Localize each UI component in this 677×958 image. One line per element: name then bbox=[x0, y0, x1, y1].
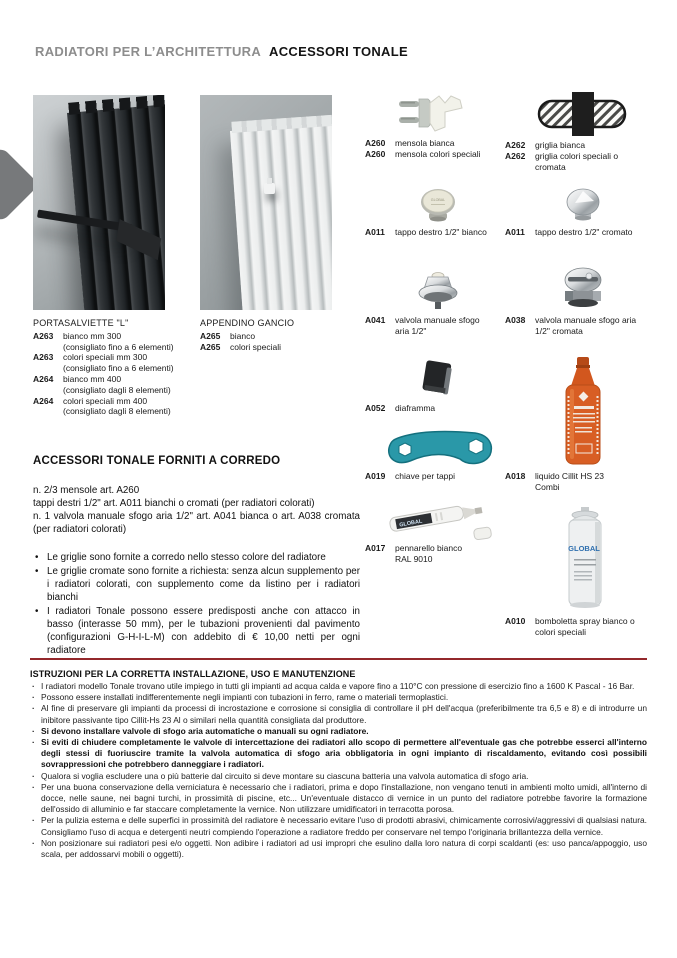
product-desc: colori speciali mm 400 bbox=[63, 395, 148, 406]
instruction-bullet: · Si devono installare valvole di sfogo aria automatiche o manuali su ogni radiatore. bbox=[30, 726, 647, 737]
accessory-tappo-bianco bbox=[365, 188, 510, 238]
instruction-bullet: · Si eviti di chiudere completamente le valvole di intercettazione dei radiatori allo scopo di permettere all'eventuale gas che potrebbe esserci all'interno degli stessi di fuoriuscire tramite la valvola automatica di sfogo aria obbligatoria in ogni impianto di riscaldamento, evitando così possibili sovrappressioni che potrebbero danneggiare i radiatori. bbox=[30, 737, 647, 771]
product-row bbox=[33, 352, 193, 374]
product-code: A260 bbox=[365, 138, 386, 148]
accessory-bomboletta bbox=[505, 503, 665, 638]
product-note: (consigliato dagli 8 elementi) bbox=[63, 384, 171, 395]
product-desc: pennarello bianco RAL 9010 bbox=[395, 543, 463, 564]
product-desc: griglia colori speciali o cromata bbox=[535, 150, 619, 172]
product-note: (consigliato dagli 8 elementi) bbox=[63, 406, 171, 417]
product-code: A052 bbox=[365, 403, 386, 413]
svg-text:GLOBAL: GLOBAL bbox=[398, 518, 423, 529]
product-row bbox=[33, 331, 193, 353]
instruction-bullet: · Possono essere installati indifferentemente negli impianti con tubazioni in ferro, rame o materiali termoplastici. bbox=[30, 692, 647, 703]
product-desc: bomboletta spray bianco o colori speciali bbox=[535, 616, 635, 637]
product-desc: bianco mm 400 bbox=[63, 373, 122, 384]
instruction-bullet: · Per una buona conservazione della verniciatura è necessario che i radiatori, prima e dopo l'installazione, non vengano tenuti in ambienti molto umidi, all'interno di docce, nelle saune, nei bagni turchi, in prossimità di piscine, etc... Un'eventuale distacco di vernice in un punto del radiatore potrebbe favorire la formazione dell'ossido di alluminio e far staccare completamente la vernice. Non utilizzare umidificatori in terracotta porosa. bbox=[30, 782, 647, 816]
accessory-valvola-bianca bbox=[365, 268, 510, 337]
mensola-image bbox=[365, 93, 505, 135]
tappo-bianco-image bbox=[365, 188, 510, 224]
product-desc: valvola manuale sfogo aria 1/2" bbox=[395, 315, 480, 336]
accessory-mensola bbox=[365, 93, 505, 160]
product-row bbox=[33, 396, 193, 418]
product-code: A019 bbox=[365, 471, 386, 481]
white-radiator-image bbox=[230, 123, 332, 310]
instruction-bullet: · Qualora si voglia escludere una o più batterie dal circuito si deve montare su ciascuna batteria una valvola automatica di sfogo aria. bbox=[30, 771, 647, 782]
corredo-line: tappi destri 1/2" art. A011 bianchi o cromati (per radiatori colorati) bbox=[33, 498, 315, 509]
corredo-heading: ACCESSORI TONALE FORNITI A CORREDO bbox=[33, 455, 281, 467]
black-radiator-image bbox=[67, 100, 165, 310]
product-row bbox=[33, 374, 193, 396]
product-code: A265 bbox=[200, 330, 221, 341]
product-code: A038 bbox=[505, 315, 526, 325]
accessory-liquido bbox=[505, 356, 660, 493]
product-desc: chiave per tappi bbox=[395, 471, 456, 481]
product-row bbox=[200, 342, 340, 353]
corredo-line: n. 2/3 mensole art. A260 bbox=[33, 485, 140, 496]
product-desc: colori speciali bbox=[230, 341, 282, 352]
product-code: A011 bbox=[505, 227, 525, 237]
product-desc: bianco bbox=[230, 330, 256, 341]
product-code: A264 bbox=[33, 395, 54, 406]
instruction-bullet: · Per la pulizia esterna e delle superfici in prossimità del radiatore è necessario evitare l'uso di prodotti abrasivi, chimicamente corrosivi/aggressivi di qualsiasi natura. Consigliamo l'uso di acqua e detergenti neutri compiendo l'operazione a radiatore freddo per conservare nel tempo l'originaria brillantezza della vernice. bbox=[30, 815, 647, 837]
product-code: A262 bbox=[505, 150, 526, 161]
accessory-tappo-cromato bbox=[505, 188, 660, 238]
product-code: A011 bbox=[365, 227, 385, 237]
section-divider bbox=[30, 658, 647, 660]
appendino-title: APPENDINO GANCIO bbox=[200, 318, 295, 328]
portasalviette-caption bbox=[33, 318, 193, 417]
bomboletta-image bbox=[505, 503, 665, 613]
product-note: (consigliato fino a 6 elementi) bbox=[63, 341, 174, 352]
corredo-bullet: • Le griglie cromate sono fornite a richiesta: senza alcun supplemento per i radiatori colorati, con supplemento come da listino per i radiatori bianchi bbox=[33, 565, 360, 604]
product-note: (consigliato fino a 6 elementi) bbox=[63, 363, 174, 374]
cap-brand-label: GLOBAL bbox=[430, 198, 445, 202]
product-desc: valvola manuale sfogo aria 1/2" cromata bbox=[535, 315, 637, 336]
page-title bbox=[35, 44, 408, 59]
product-desc: liquido Cillit HS 23 Combi bbox=[535, 471, 604, 492]
product-code: A010 bbox=[505, 616, 526, 626]
product-code: A041 bbox=[365, 315, 386, 325]
page-title-product: ACCESSORI TONALE bbox=[269, 44, 408, 59]
corredo-section bbox=[33, 455, 360, 658]
corredo-line: n. 1 valvola manuale sfogo aria 1/2" art. A041 bianca o art. A038 cromata (per radiatori colorati) bbox=[33, 511, 360, 535]
tappo-cromato-image bbox=[505, 188, 660, 224]
pennarello-image bbox=[365, 498, 515, 540]
product-row bbox=[200, 331, 340, 342]
product-desc: tappo destro 1/2" bianco bbox=[395, 227, 487, 237]
instruction-bullet: · Al fine di preservare gli impianti da processi di incrostazione e corrosione si consiglia di controllare il pH dell'acqua (preferibilmente tra 6,5 e 8) e di introdurre un inibitore passivante tipo Cillit-Hs 23 Al o similari nella quantità consigliata dal produttore. bbox=[30, 703, 647, 725]
accessory-valvola-cromata bbox=[505, 266, 660, 337]
white-radiator-photo bbox=[200, 95, 332, 310]
portasalviette-title: PORTASALVIETTE "L" bbox=[33, 318, 129, 328]
product-desc: diaframma bbox=[395, 403, 436, 413]
valvola-bianca-image bbox=[365, 268, 510, 312]
product-code: A262 bbox=[505, 140, 526, 150]
product-code: A263 bbox=[33, 330, 54, 341]
product-code: A264 bbox=[33, 373, 54, 384]
accessory-pennarello bbox=[365, 498, 515, 565]
accessory-griglia bbox=[505, 91, 660, 172]
product-desc: tappo destro 1/2" cromato bbox=[535, 227, 633, 237]
instruction-bullet: · Non posizionare sui radiatori pesi e/o oggetti. Non adibire i radiatori ad usi impropri che esulino dalla loro natura di corpi scaldanti (es: uso panca/appoggio, uso scala, per addossarvi mobili o oggetti). bbox=[30, 838, 647, 860]
black-radiator-photo bbox=[33, 95, 165, 310]
liquido-image bbox=[505, 356, 660, 468]
product-desc: mensola colori speciali bbox=[395, 148, 481, 159]
product-code: A018 bbox=[505, 471, 526, 481]
product-desc: bianco mm 300 bbox=[63, 330, 122, 341]
hook-image bbox=[264, 183, 275, 194]
corredo-bullet: • Le griglie sono fornite a corredo nello stesso colore del radiatore bbox=[33, 551, 360, 564]
diaframma-image bbox=[365, 358, 510, 400]
griglia-image bbox=[505, 91, 660, 137]
chiave-image bbox=[365, 428, 515, 468]
product-code: A017 bbox=[365, 543, 386, 553]
instructions-heading: ISTRUZIONI PER LA CORRETTA INSTALLAZIONE, USO E MANUTENZIONE bbox=[30, 669, 356, 679]
corredo-bullet: • I radiatori Tonale possono essere predisposti anche con attacco in basso (interasse 50 mm), per le tubazioni provenienti dal pavimento (configurazioni G-H-I-L-M) con addebito di € 10,00 netti per ogni radiatore bbox=[33, 605, 360, 657]
appendino-caption bbox=[200, 318, 340, 352]
product-desc: griglia bianca bbox=[535, 140, 586, 150]
accessory-chiave bbox=[365, 428, 515, 482]
product-code: A263 bbox=[33, 352, 54, 363]
product-desc: mensola bianca bbox=[395, 138, 455, 148]
instructions-section bbox=[30, 669, 647, 860]
accessory-diaframma bbox=[365, 358, 510, 414]
valvola-cromata-image bbox=[505, 266, 660, 312]
product-code: A260 bbox=[365, 148, 386, 159]
instruction-bullet: · I radiatori modello Tonale trovano utile impiego in tutti gli impianti ad acqua calda e vapore fino a 110°C con pressione di esercizio fino a 1600 K Pascal - 16 Bar. bbox=[30, 681, 647, 692]
product-desc: colori speciali mm 300 bbox=[63, 352, 148, 363]
page-title-section: RADIATORI PER L’ARCHITETTURA bbox=[35, 44, 262, 59]
product-code: A265 bbox=[200, 341, 221, 352]
spray-brand-label: GLOBAL bbox=[568, 544, 600, 553]
